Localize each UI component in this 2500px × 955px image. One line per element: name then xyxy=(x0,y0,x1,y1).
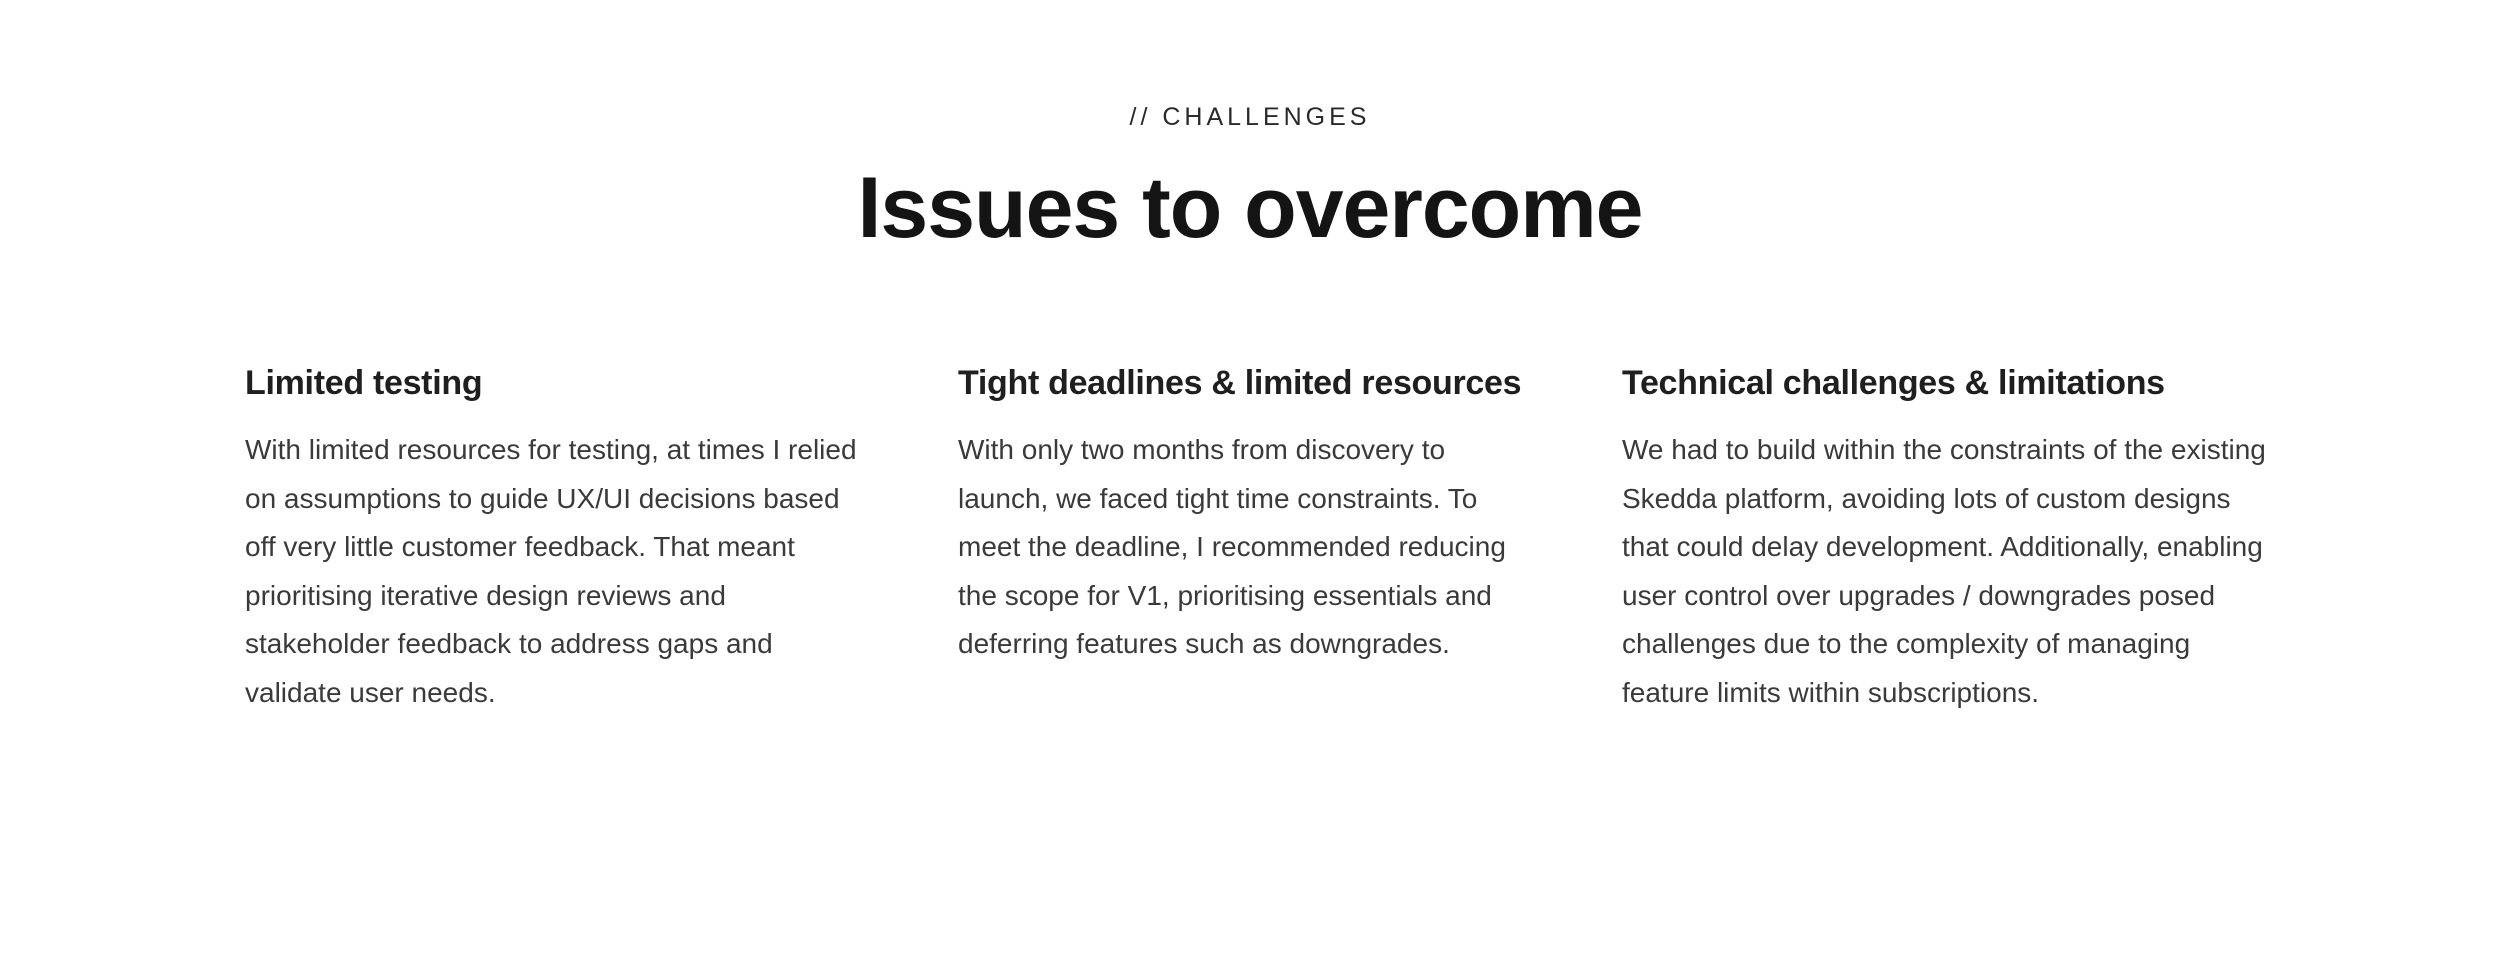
challenge-card-body: We had to build within the constraints of the existing Skedda platform, avoiding lots of custom designs that could delay development. Additionally, enabling user control over upgrades / downgrades posed challenges due to the complexity of managing feature limits within subscriptions. xyxy=(1622,434,2266,708)
challenge-card-body: With only two months from discovery to launch, we faced tight time constraints. To meet the deadline, I recommended reducing the scope for V1, prioritising essentials and deferring features such as downgrades. xyxy=(958,434,1506,660)
challenge-card-technical-challenges xyxy=(1622,360,2282,718)
challenge-card-heading: Technical challenges & limitations xyxy=(1622,364,2165,402)
challenge-card-heading: Tight deadlines & limited resources xyxy=(958,364,1522,402)
challenge-card-body: With limited resources for testing, at times I relied on assumptions to guide UX/UI decisions based off very little customer feedback. That meant prioritising iterative design reviews and stakeholder feedback to address gaps and validate user needs. xyxy=(245,434,857,708)
section-eyebrow: // CHALLENGES xyxy=(1129,103,1371,131)
section-title: Issues to overcome xyxy=(857,160,1643,256)
challenge-card-limited-testing xyxy=(245,360,895,718)
challenge-card-heading: Limited testing xyxy=(245,364,483,402)
challenge-card-tight-deadlines xyxy=(958,360,1608,669)
